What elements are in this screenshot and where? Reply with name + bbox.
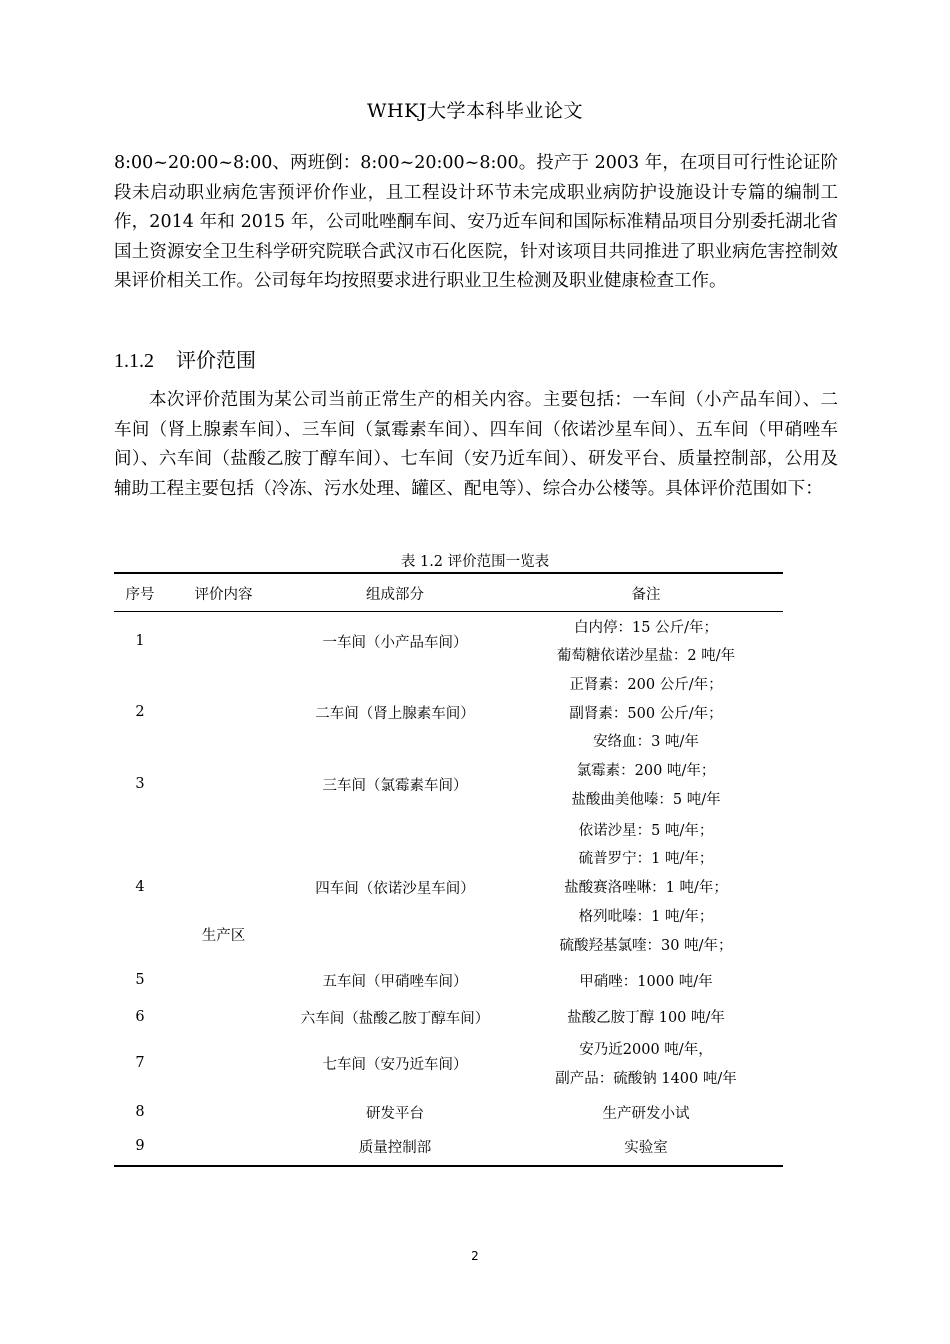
row-number: 3 [135, 776, 145, 792]
row-note [509, 614, 783, 671]
row-number: 5 [135, 972, 145, 988]
note-line: 盐酸曲美他嗪：5 吨/年 [571, 791, 721, 808]
row-number: 6 [135, 1008, 145, 1025]
row-note [509, 1004, 783, 1033]
section-number: 1.1.2 [114, 350, 154, 372]
note-line: 白内停：15 公斤/年； [574, 619, 718, 636]
row-number: 9 [135, 1138, 145, 1154]
row-part: 质量控制部 [358, 1140, 432, 1156]
header-no: 序号 [125, 587, 155, 603]
row-note [509, 1100, 783, 1129]
note-line: 格列吡嗪：1 吨/年； [578, 908, 714, 925]
table-top-rule [114, 572, 783, 574]
row-number: 8 [135, 1104, 145, 1120]
row-note [509, 671, 783, 757]
header-content: 评价内容 [194, 587, 253, 603]
section-title: 评价范围 [176, 348, 256, 372]
row-number: 2 [135, 704, 145, 720]
merged-content-cell: 生产区 [201, 928, 246, 944]
row-part: 研发平台 [366, 1106, 424, 1122]
row-part: 五车间（甲硝唑车间） [322, 974, 468, 990]
page-header: WHKJ大学本科毕业论文 [367, 100, 583, 122]
row-part: 七车间（安乃近车间） [322, 1057, 468, 1073]
header-note: 备注 [631, 587, 661, 603]
section-heading [114, 344, 256, 373]
page-number: 2 [471, 1249, 479, 1263]
table-caption: 表 1.2 评价范围一览表 [400, 554, 550, 570]
body-paragraph-1: 8:00~20:00~8:00、两班倒：8:00~20:00~8:00。投产于 2003 年，在项目可行性论证阶段未启动职业病危害预评价作业，且工程设计环节未完成职业病防护设施设计专篇的编制工作，2014 年和 2015 年，公司吡唑酮车间、安乃近车间和国际标准精品项目分别委托湖北省国土资源安全卫生科学研究院联合武汉市石化医院，针对该项目共同推进了职业病危害控制效果评价相关工作。公司每年均按照要求进行职业卫生检测及职业健康检查工作。 [114, 153, 838, 291]
row-note [509, 1036, 783, 1093]
row-part: 四车间（依诺沙星车间） [315, 880, 475, 897]
row-part: 一车间（小产品车间） [322, 634, 468, 651]
note-line: 硫酸羟基氯喹：30 吨/年； [559, 937, 733, 954]
note-line: 正肾素：200 公斤/年； [569, 676, 723, 693]
table-header-rule [114, 611, 783, 612]
note-line: 盐酸赛洛唑啉：1 吨/年； [564, 880, 728, 897]
note-line: 氯霉素：200 吨/年； [576, 763, 716, 780]
note-line: 甲硝唑：1000 吨/年 [579, 973, 713, 990]
note-line: 盐酸乙胺丁醇 100 吨/年 [567, 1010, 725, 1027]
row-part: 三车间（氯霉素车间） [322, 778, 468, 794]
note-line: 副肾素：500 公斤/年； [569, 705, 723, 722]
note-line: 实验室 [624, 1139, 668, 1156]
note-line: 安络血：3 吨/年 [593, 734, 699, 751]
row-note [509, 817, 783, 960]
row-note [509, 968, 783, 997]
row-number: 7 [135, 1055, 145, 1071]
row-note [509, 1134, 783, 1163]
note-line: 副产品：硫酸钠 1400 吨/年 [555, 1070, 737, 1087]
header-part: 组成部分 [366, 587, 424, 603]
table-bottom-rule [114, 1165, 783, 1167]
row-note [509, 757, 783, 814]
row-part: 六车间（盐酸乙胺丁醇车间） [300, 1010, 490, 1027]
row-number: 4 [135, 878, 145, 895]
body-paragraph-2: 本次评价范围为某公司当前正常生产的相关内容。主要包括：一车间（小产品车间）、二车间（肾上腺素车间）、三车间（氯霉素车间）、四车间（依诺沙星车间）、五车间（甲硝唑车间）、六车间（盐酸乙胺丁醇车间）、七车间（安乃近车间）、研发平台、质量控制部，公用及辅助工程主要包括（冷冻、污水处理、罐区、配电等）、综合办公楼等。具体评价范围如下： [114, 390, 838, 499]
note-line: 硫普罗宁：1 吨/年； [578, 851, 714, 868]
note-line: 依诺沙星：5 吨/年； [578, 822, 714, 839]
note-line: 葡萄糖依诺沙星盐：2 吨/年 [556, 648, 736, 665]
note-line: 安乃近2000 吨/年， [579, 1042, 713, 1059]
row-number: 1 [135, 632, 145, 649]
note-line: 生产研发小试 [602, 1105, 690, 1122]
row-part: 二车间（肾上腺素车间） [315, 706, 475, 722]
